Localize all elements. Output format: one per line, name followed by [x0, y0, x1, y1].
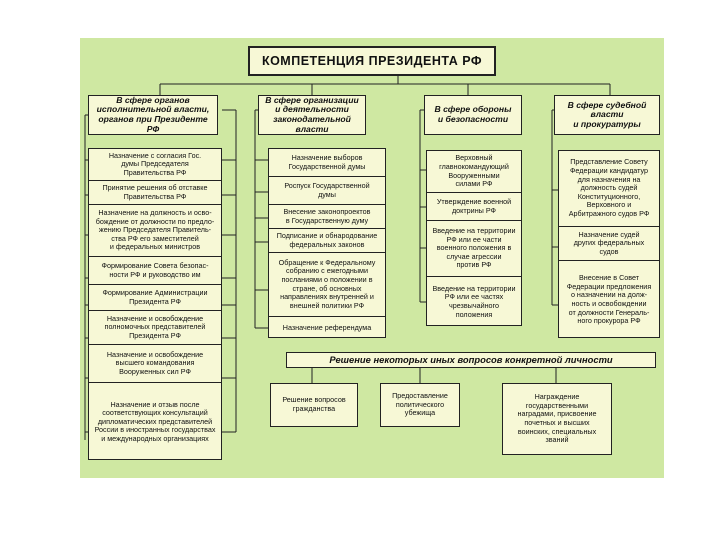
legislative-item: Роспуск Государственной думы	[269, 177, 385, 205]
executive-list	[88, 148, 222, 460]
judicial-item: Внесение в Совет Федерации предложения о назначении на долж- ность и освобождении от должности Генераль- ного прокурора РФ	[566, 273, 652, 326]
executive-item: Назначение и освобождение полномочных представителей Президента РФ	[89, 311, 221, 345]
citizenship-box: Решение вопросов гражданства	[270, 383, 358, 427]
executive-item: Назначение на должность и осво- бождение от должности по предло- жению Председателя Правитель- ства РФ его заместителей и федеральных министров	[89, 205, 221, 257]
defense-item: Введение на территории РФ или ее части военного положения в случае агрессии против РФ	[427, 221, 521, 277]
awards-box: Награждение государственными наградами, присвоение почетных и высших воинских, специальных званий	[502, 383, 612, 455]
executive-item: Назначение с согласия Гос. думы Председателя Правительства РФ	[89, 149, 221, 181]
legislative-item: Подписание и обнародование федеральных законов	[269, 229, 385, 253]
executive-item: Формирование Совета безопас- ности РФ и руководство им	[89, 257, 221, 285]
judicial-item: Представление Совету Федерации кандидатур для назначения на должность судей Конституционного, Верховного и Арбитражного судов РФ	[559, 151, 659, 227]
legislative-item: Назначение референдума	[282, 322, 372, 332]
defense-list	[426, 150, 522, 326]
judicial-item: Назначение судей других федеральных судов	[559, 227, 659, 261]
personal-matters-bar: Решение некоторых иных вопросов конкретной личности	[286, 352, 656, 368]
header-judicial: В сфере судебной власти и прокуратуры	[554, 95, 660, 135]
legislative-item: Внесение законопроектов в Государственную думу	[269, 205, 385, 229]
header-executive: В сфере органов исполнительной власти, органов при Президенте РФ	[88, 95, 218, 135]
asylum-box: Предоставление политического убежища	[380, 383, 460, 427]
legislative-list	[268, 148, 386, 338]
header-legislative: В сфере организации и деятельности законодательной власти	[258, 95, 366, 135]
executive-item: Принятие решения об отставке Правительства РФ	[89, 181, 221, 205]
defense-item: Введение на территории РФ или ее частях чрезвычайного положения	[432, 283, 516, 319]
judicial-list	[558, 150, 660, 338]
legislative-item: Назначение выборов Государственной думы	[269, 149, 385, 177]
defense-item: Верховный главнокомандующий Вооруженными силами РФ	[427, 151, 521, 193]
executive-item: Назначение и отзыв после соответствующих консультаций дипломатических представителей России в иностранных государствах и международных организациях	[94, 399, 216, 443]
executive-item: Назначение и освобождение высшего командования Вооруженных сил РФ	[89, 345, 221, 383]
header-defense: В сфере обороны и безопасности	[424, 95, 522, 135]
executive-item: Формирование Администрации Президента РФ	[89, 285, 221, 311]
legislative-item: Обращение к Федеральному собранию с ежегодными посланиями о положении в стране, об основных направлениях внутренней и внешней политики РФ	[269, 253, 385, 317]
diagram-title: КОМПЕТЕНЦИЯ ПРЕЗИДЕНТА РФ	[248, 46, 496, 76]
defense-item: Утверждение военной доктрины РФ	[427, 193, 521, 221]
